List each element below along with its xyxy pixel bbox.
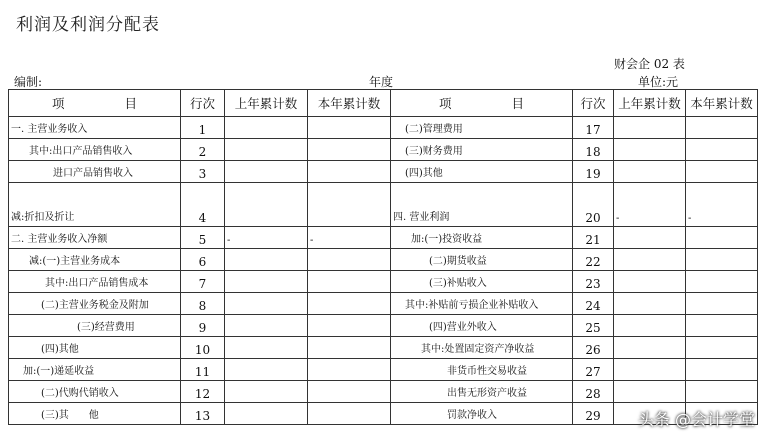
row-prev-right bbox=[614, 337, 686, 359]
table-row bbox=[9, 117, 758, 139]
row-prev-left: - bbox=[225, 227, 308, 249]
row-no-left: 1 bbox=[181, 117, 225, 139]
row-curr-left bbox=[308, 315, 391, 337]
row-curr-right bbox=[686, 337, 758, 359]
row-no-right: 29 bbox=[573, 403, 614, 425]
row-curr-left bbox=[308, 403, 391, 425]
row-item-right: (三)补贴收入 bbox=[391, 271, 573, 293]
row-item-right: 四. 营业利润 bbox=[391, 183, 573, 227]
header-item-left: 项 目 bbox=[9, 90, 181, 117]
row-item-right: 其中:补贴前亏损企业补贴收入 bbox=[391, 293, 573, 315]
row-item-left: 一. 主营业务收入 bbox=[9, 117, 181, 139]
row-curr-left bbox=[308, 249, 391, 271]
row-item-right: 出售无形资产收益 bbox=[391, 381, 573, 403]
row-curr-right bbox=[686, 315, 758, 337]
row-curr-left bbox=[308, 161, 391, 183]
row-prev-right bbox=[614, 139, 686, 161]
row-item-left: (三)经营费用 bbox=[9, 315, 181, 337]
row-curr-right bbox=[686, 293, 758, 315]
unit-label: 单位:元 bbox=[638, 75, 679, 89]
row-prev-left bbox=[225, 117, 308, 139]
row-item-left: 减:(一)主营业务成本 bbox=[9, 249, 181, 271]
row-item-left: 减:折扣及折让 bbox=[9, 183, 181, 227]
row-item-right: (四)营业外收入 bbox=[391, 315, 573, 337]
row-no-left: 8 bbox=[181, 293, 225, 315]
header-prev-year-left: 上年累计数 bbox=[225, 90, 308, 117]
row-item-left: (二)代购代销收入 bbox=[9, 381, 181, 403]
row-prev-right bbox=[614, 359, 686, 381]
table-row bbox=[9, 359, 758, 381]
table-row bbox=[9, 315, 758, 337]
row-no-left: 12 bbox=[181, 381, 225, 403]
row-curr-left bbox=[308, 183, 391, 227]
row-item-left: (二)主营业务税金及附加 bbox=[9, 293, 181, 315]
form-code: 财会企 02 表 bbox=[614, 57, 685, 71]
row-item-right: (二)期货收益 bbox=[391, 249, 573, 271]
row-no-left: 4 bbox=[181, 183, 225, 227]
row-curr-left bbox=[308, 271, 391, 293]
table-row bbox=[9, 381, 758, 403]
row-no-right: 19 bbox=[573, 161, 614, 183]
row-item-right: (三)财务费用 bbox=[391, 139, 573, 161]
header-curr-year-right: 本年累计数 bbox=[686, 90, 758, 117]
row-prev-left bbox=[225, 337, 308, 359]
row-item-left: 进口产品销售收入 bbox=[9, 161, 181, 183]
row-no-left: 11 bbox=[181, 359, 225, 381]
row-curr-left: - bbox=[308, 227, 391, 249]
row-no-left: 13 bbox=[181, 403, 225, 425]
row-curr-right bbox=[686, 161, 758, 183]
row-curr-right bbox=[686, 249, 758, 271]
row-curr-left bbox=[308, 139, 391, 161]
row-no-right: 27 bbox=[573, 359, 614, 381]
row-item-right: 非货币性交易收益 bbox=[391, 359, 573, 381]
row-no-right: 26 bbox=[573, 337, 614, 359]
row-no-left: 6 bbox=[181, 249, 225, 271]
row-no-left: 5 bbox=[181, 227, 225, 249]
row-prev-left bbox=[225, 359, 308, 381]
row-no-right: 28 bbox=[573, 381, 614, 403]
header-prev-year-right: 上年累计数 bbox=[614, 90, 686, 117]
row-no-right: 21 bbox=[573, 227, 614, 249]
row-prev-left bbox=[225, 249, 308, 271]
row-prev-right bbox=[614, 293, 686, 315]
table-row bbox=[9, 293, 758, 315]
row-no-right: 17 bbox=[573, 117, 614, 139]
profit-distribution-table bbox=[8, 89, 758, 425]
row-no-right: 20 bbox=[573, 183, 614, 227]
row-no-right: 22 bbox=[573, 249, 614, 271]
row-curr-left bbox=[308, 381, 391, 403]
year-label: 年度 bbox=[369, 75, 394, 89]
row-item-right: (四)其他 bbox=[391, 161, 573, 183]
header-row-no-right: 行次 bbox=[573, 90, 614, 117]
row-no-right: 18 bbox=[573, 139, 614, 161]
row-no-left: 9 bbox=[181, 315, 225, 337]
row-item-left: 二. 主营业务收入净额 bbox=[9, 227, 181, 249]
row-prev-right bbox=[614, 315, 686, 337]
row-prev-right bbox=[614, 249, 686, 271]
row-curr-right bbox=[686, 271, 758, 293]
row-item-left: (四)其他 bbox=[9, 337, 181, 359]
row-item-right: 罚款净收入 bbox=[391, 403, 573, 425]
row-curr-right bbox=[686, 139, 758, 161]
table-row bbox=[9, 337, 758, 359]
table-row bbox=[9, 227, 758, 249]
row-prev-left bbox=[225, 139, 308, 161]
row-item-right: 其中:处置固定资产净收益 bbox=[391, 337, 573, 359]
row-prev-right bbox=[614, 161, 686, 183]
row-prev-left bbox=[225, 315, 308, 337]
row-curr-right: - bbox=[686, 183, 758, 227]
row-item-left: 加:(一)递延收益 bbox=[9, 359, 181, 381]
row-prev-left bbox=[225, 271, 308, 293]
row-no-right: 24 bbox=[573, 293, 614, 315]
row-prev-left bbox=[225, 403, 308, 425]
row-curr-left bbox=[308, 117, 391, 139]
row-prev-left bbox=[225, 381, 308, 403]
row-prev-right bbox=[614, 271, 686, 293]
row-curr-right bbox=[686, 381, 758, 403]
compiler-label: 编制: bbox=[14, 75, 43, 89]
row-prev-left bbox=[225, 183, 308, 227]
header-item-right: 项 目 bbox=[391, 90, 573, 117]
row-curr-left bbox=[308, 359, 391, 381]
table-row bbox=[9, 249, 758, 271]
row-no-left: 3 bbox=[181, 161, 225, 183]
row-no-left: 7 bbox=[181, 271, 225, 293]
row-prev-left bbox=[225, 161, 308, 183]
header-row-no-left: 行次 bbox=[181, 90, 225, 117]
row-item-left: 其中:出口产品销售收入 bbox=[9, 139, 181, 161]
row-no-left: 10 bbox=[181, 337, 225, 359]
row-prev-right bbox=[614, 227, 686, 249]
header-curr-year-left: 本年累计数 bbox=[308, 90, 391, 117]
row-item-right: 加:(一)投资收益 bbox=[391, 227, 573, 249]
row-item-left: (三)其 他 bbox=[9, 403, 181, 425]
row-prev-right bbox=[614, 381, 686, 403]
row-no-right: 23 bbox=[573, 271, 614, 293]
row-curr-right bbox=[686, 227, 758, 249]
table-row bbox=[9, 139, 758, 161]
watermark: 头条 @会计学堂 bbox=[637, 410, 755, 429]
page-title: 利润及利润分配表 bbox=[16, 15, 160, 35]
row-item-right: (二)管理费用 bbox=[391, 117, 573, 139]
table-row bbox=[9, 183, 758, 227]
table-row bbox=[9, 161, 758, 183]
table-header-row bbox=[9, 90, 758, 117]
row-prev-right bbox=[614, 117, 686, 139]
row-item-left: 其中:出口产品销售成本 bbox=[9, 271, 181, 293]
row-curr-right bbox=[686, 117, 758, 139]
row-prev-right: - bbox=[614, 183, 686, 227]
table-row bbox=[9, 271, 758, 293]
row-curr-right bbox=[686, 359, 758, 381]
row-curr-left bbox=[308, 293, 391, 315]
row-curr-left bbox=[308, 337, 391, 359]
row-prev-left bbox=[225, 293, 308, 315]
row-no-right: 25 bbox=[573, 315, 614, 337]
row-no-left: 2 bbox=[181, 139, 225, 161]
